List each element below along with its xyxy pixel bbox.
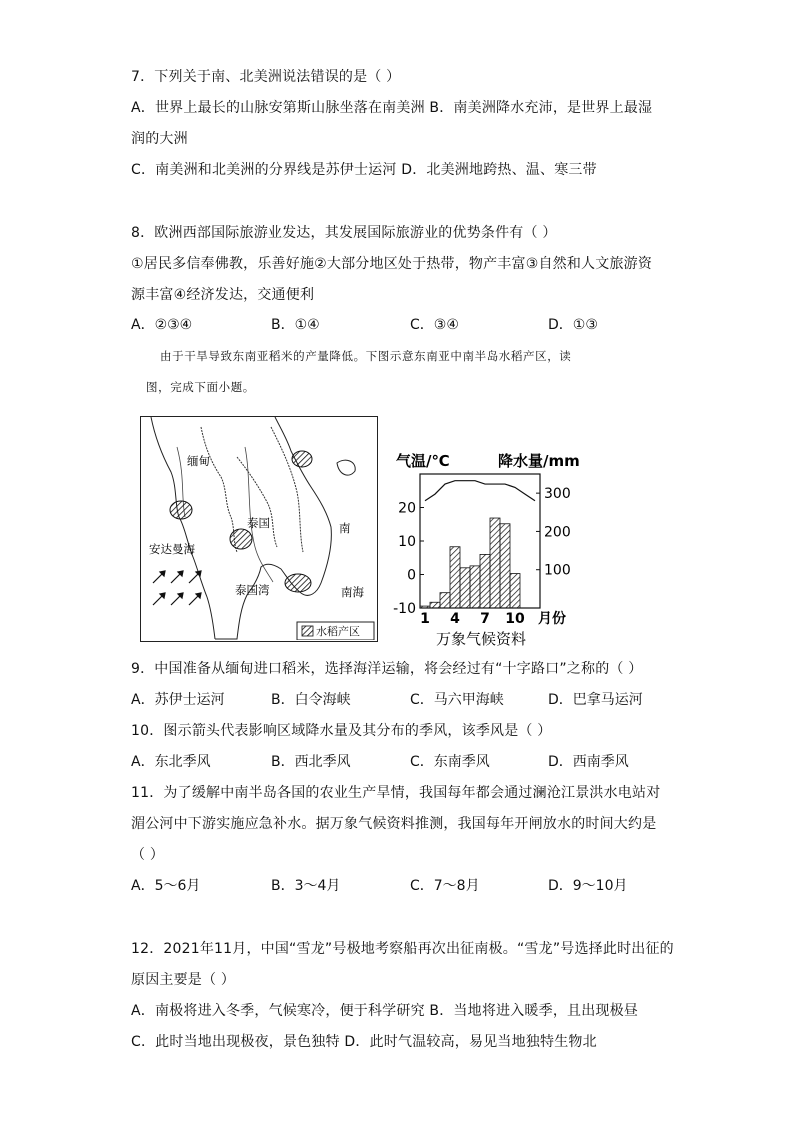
q12-stem-line2: 原因主要是（ ） (131, 972, 236, 988)
q11-stem-line1: 11．为了缓解中南半岛各国的农业生产旱情，我国每年都会通过澜沧江景洪水电站对 (131, 785, 661, 801)
q11-option-a: A．5～6月 (131, 878, 201, 894)
rice-region-thailand (230, 529, 252, 549)
map-drawing (141, 417, 376, 640)
precip-bar-month-10 (510, 574, 520, 608)
island (337, 460, 355, 475)
temp-tick-label-0: 0 (407, 567, 416, 584)
precip-bar-month-4 (450, 547, 460, 608)
chart-caption: 万象气候资料 (436, 630, 527, 648)
label-gulf-of-thailand: 泰国湾 (235, 583, 270, 597)
intro-line1: 由于干旱导致东南亚稻米的产量降低。下图示意东南亚中南半岛水稻产区，读 (160, 349, 572, 363)
precip-bar-month-2 (430, 602, 440, 608)
q8-desc-line2: 源丰富④经济发达，交通便利 (131, 287, 315, 303)
legend-label: 水稻产区 (316, 625, 360, 638)
q9-option-d: D．巴拿马运河 (548, 692, 643, 708)
temperature-line (425, 481, 535, 501)
precip-bar-month-8 (490, 518, 500, 608)
q9-option-c: C．马六甲海峡 (410, 692, 504, 708)
temp-tick-label-10: 10 (398, 534, 416, 550)
q8-desc-line1: ①居民多信奉佛教，乐善好施②大部分地区处于热带，物产丰富③自然和人文旅游资 (131, 256, 653, 272)
precip-bar-month-7 (480, 554, 490, 608)
month-tick-label-10: 10 (505, 611, 525, 627)
label-myanmar: 缅甸 (187, 454, 210, 468)
label-andaman-sea: 安达曼海 (149, 542, 195, 556)
q8-option-c: C．③④ (410, 317, 459, 333)
label-thailand: 泰国 (247, 516, 270, 530)
precip-bar-month-5 (460, 568, 470, 608)
month-tick-label-7: 7 (480, 611, 490, 627)
border-laos-vietnam (271, 427, 303, 552)
precip-bar-month-6 (470, 566, 480, 608)
q12-option-ab: A．南极将进入冬季，气候寒冷，便于科学研究 B．当地将进入暖季，且出现极昼 (131, 1003, 639, 1019)
month-axis-unit: 月份 (538, 611, 566, 627)
indochina-rice-map (140, 416, 378, 642)
temp-tick-label--10: -10 (393, 601, 416, 617)
q11-option-d: D．9～10月 (548, 878, 628, 894)
precip-tick-label-200: 200 (544, 524, 571, 541)
q8-option-a: A．②③④ (131, 317, 193, 333)
rice-region-red-river (292, 451, 312, 467)
q7-stem: 7．下列关于南、北美洲说法错误的是（ ） (131, 69, 401, 85)
monsoon-arrows (153, 571, 201, 605)
q11-stem-line3: （ ） (131, 847, 165, 863)
q10-option-d: D．西南季风 (548, 754, 629, 770)
label-south: 南 (339, 521, 351, 535)
intro-line2: 图，完成下面小题。 (146, 380, 255, 394)
q9-stem: 9．中国准备从缅甸进口稻米，选择海洋运输，将会经过有“十字路口”之称的（ ） (131, 661, 643, 677)
q10-option-c: C．东南季风 (410, 754, 490, 770)
temp-axis-label: 气温/℃ (396, 452, 450, 470)
q7-option-ab-line2: 润的大洲 (131, 131, 188, 147)
q8-option-d: D．①③ (548, 317, 598, 333)
q9-option-b: B．白令海峡 (271, 692, 351, 708)
label-south-china-sea: 南海 (341, 585, 364, 599)
q10-option-a: A．东北季风 (131, 754, 211, 770)
q7-option-ab-line1: A．世界上最长的山脉安第斯山脉坐落在南美洲 B．南美洲降水充沛，是世界上最湿 (131, 100, 653, 116)
q7-option-cd: C．南美洲和北美洲的分界线是苏伊士运河 D．北美洲地跨热、温、寒三带 (131, 162, 597, 178)
precip-tick-label-100: 100 (544, 562, 571, 579)
legend-swatch (302, 626, 313, 636)
q11-option-b: B．3～4月 (271, 878, 341, 894)
vientiane-climate-chart (390, 446, 590, 652)
q10-option-b: B．西北季风 (271, 754, 351, 770)
temp-tick-label-20: 20 (398, 500, 416, 517)
q10-stem: 10．图示箭头代表影响区域降水量及其分布的季风，该季风是（ ） (131, 723, 552, 739)
q11-option-c: C．7～8月 (410, 878, 480, 894)
q12-option-cd: C．此时当地出现极夜，景色独特 D．此时气温较高，易见当地独特生物北 (131, 1034, 597, 1050)
rice-region-myanmar (170, 501, 192, 519)
precip-axis-label: 降水量/mm (498, 452, 580, 470)
q12-stem-line1: 12．2021年11月，中国“雪龙”号极地考察船再次出征南极。“雪龙”号选择此时出征的 (131, 941, 674, 957)
month-tick-label-1: 1 (420, 611, 430, 627)
month-tick-label-4: 4 (450, 611, 460, 627)
precip-tick-label-300: 300 (544, 486, 571, 503)
river (245, 447, 273, 582)
q11-stem-line2: 湄公河中下游实施应急补水。据万象气候资料推测，我国每年开闸放水的时间大约是 (131, 816, 657, 832)
rice-region-mekong (285, 574, 311, 592)
climate-chart-svg (390, 446, 590, 652)
precip-bar-month-3 (440, 593, 450, 608)
q8-stem: 8．欧洲西部国际旅游业发达，其发展国际旅游业的优势条件有（ ） (131, 225, 557, 241)
precip-bar-month-9 (500, 524, 510, 608)
q8-option-b: B．①④ (271, 317, 320, 333)
q9-option-a: A．苏伊士运河 (131, 692, 225, 708)
